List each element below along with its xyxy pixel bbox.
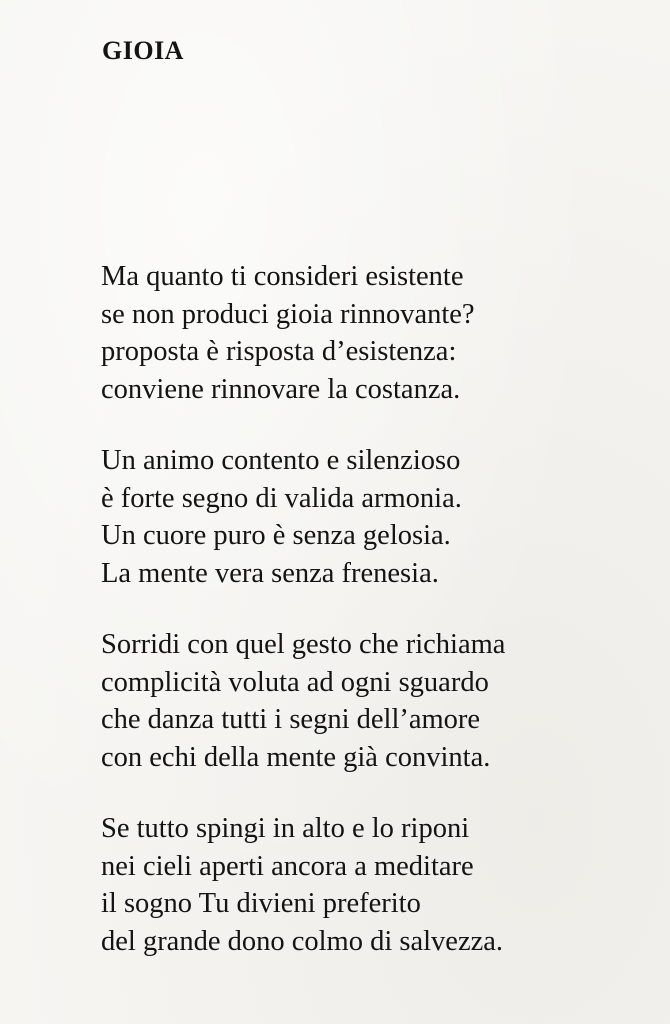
poem-line: con echi della mente già convinta.	[101, 741, 491, 773]
poem-line: Ma quanto ti consideri esistente	[101, 261, 464, 292]
poem-title: GIOIA	[102, 36, 184, 65]
poem-line: del grande dono colmo di salvezza.	[101, 925, 504, 957]
poem-line: complicità voluta ad ogni sguardo	[101, 666, 489, 698]
stanza-3	[101, 626, 641, 776]
poem-line: La mente vera senza frenesia.	[101, 557, 439, 589]
poem-body	[101, 258, 641, 994]
poem-line: nei cieli aperti ancora a meditare	[101, 850, 474, 882]
poem-line: Se tutto spingi in alto e lo riponi	[101, 813, 470, 844]
poem-line: il sogno Tu divieni preferito	[101, 888, 421, 919]
poem-line: Un cuore puro è senza gelosia.	[101, 520, 451, 551]
stanza-1	[101, 258, 641, 408]
poem-line: conviene rinnovare la costanza.	[101, 373, 461, 405]
poem-line: Un animo contento e silenzioso	[101, 445, 461, 476]
stanza-2	[101, 442, 641, 592]
stanza-4	[101, 810, 641, 960]
poem-line: è forte segno di valida armonia.	[101, 482, 462, 514]
poem-line: che danza tutti i segni dell’amore	[101, 704, 481, 735]
poem-line: se non produci gioia rinnovante?	[101, 298, 475, 330]
poem-line: Sorridi con quel gesto che richiama	[101, 629, 506, 660]
poem-line: proposta è risposta d’esistenza:	[101, 336, 457, 367]
